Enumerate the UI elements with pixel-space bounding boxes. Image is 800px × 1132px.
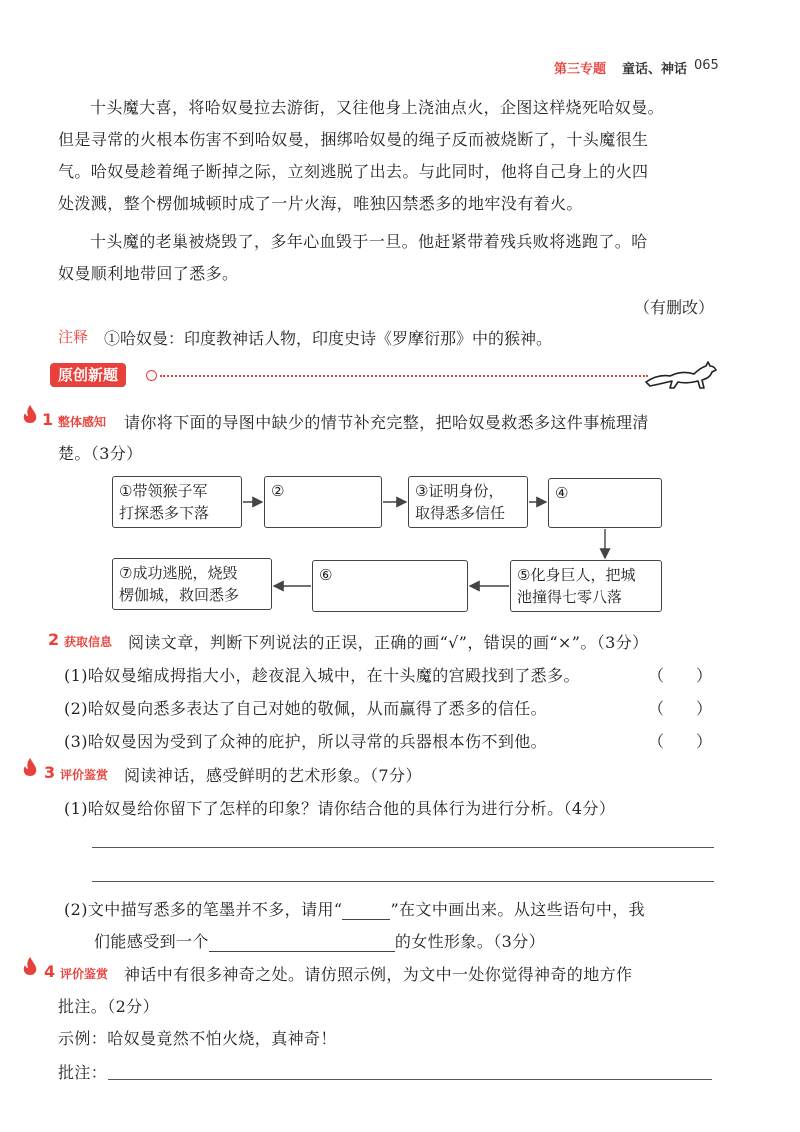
q2-item-2: (2)哈奴曼向悉多表达了自己对她的敬佩，从而赢得了悉多的信任。 (64, 699, 548, 718)
flow-box-1: ①带领猴子军 打探悉多下落 (112, 476, 242, 528)
flame-icon (22, 956, 38, 976)
q1-number: 1 (42, 410, 54, 429)
flow-box-3: ③证明身份， 取得悉多信任 (408, 476, 528, 528)
q3-sub2-text-d: 的女性形象。（3分） (394, 932, 545, 951)
q1-stem-line2: 楚。（3分） (58, 444, 143, 463)
section-banner: 原创新题 (50, 363, 126, 387)
q3-answer-line-1[interactable] (92, 847, 714, 848)
story-line: 十头魔的老巢被烧毁了，多年心血毁于一旦。他赶紧带着残兵败将逃跑了。哈 (90, 232, 648, 251)
note-text: ①哈奴曼：印度教神话人物，印度史诗《罗摩衍那》中的猴神。 (104, 329, 553, 348)
header-topic: 第三专题 (554, 62, 607, 77)
q3-fill-blank[interactable] (209, 935, 395, 952)
q4-number: 4 (44, 962, 56, 981)
q2-answer-3[interactable]: （ ） (648, 732, 713, 751)
q3-sub2-text-c: 们能感受到一个 (94, 932, 209, 951)
q4-stem-line1: 神话中有很多神奇之处。请仿照示例，为文中一处你觉得神奇的地方作 (124, 965, 633, 984)
flow-box-5: ⑤化身巨人，把城 池撞得七零八落 (510, 560, 662, 612)
q3-sub2-text-a: (2)文中描写悉多的笔墨并不多，请用“ (64, 900, 343, 919)
flow-box-7: ⑦成功逃脱，烧毁 楞伽城，救回悉多 (112, 558, 272, 610)
story-line: 处泼溅，整个楞伽城顿时成了一片火海，唯独囚禁悉多的地牢没有着火。 (58, 194, 583, 213)
q2-answer-1[interactable]: （ ） (648, 666, 713, 685)
q2-item-3: (3)哈奴曼因为受到了众神的庇护，所以寻常的兵器根本伤不到他。 (64, 732, 548, 751)
q3-tag: 评价鉴赏 (60, 768, 109, 782)
story-line: 气。哈奴曼趁着绳子断掉之际，立刻逃脱了出去。与此同时，他将自己身上的火四 (58, 162, 649, 181)
story-line: 十头魔大喜，将哈奴曼拉去游街，又往他身上浇油点火，企图这样烧死哈奴曼。 (90, 98, 665, 117)
flame-icon (22, 757, 38, 777)
source-note: （有删改） (634, 298, 715, 317)
flow-box-2[interactable]: ② (264, 476, 382, 528)
q2-item-1: (1)哈奴曼缩成拇指大小，趁夜混入城中，在十头魔的宫殿找到了悉多。 (64, 666, 580, 685)
q3-stem: 阅读神话，感受鲜明的艺术形象。（7分） (124, 766, 422, 785)
flow-box-6[interactable]: ⑥ (312, 560, 468, 612)
q4-tag: 评价鉴赏 (60, 967, 109, 981)
q2-number: 2 (48, 630, 60, 649)
page-number: 065 (694, 58, 719, 73)
q2-stem: 阅读文章，判断下列说法的正误，正确的画“√”，错误的画“×”。（3分） (128, 633, 649, 652)
q4-stem-line2: 批注。（2分） (58, 997, 159, 1016)
flow-box-4[interactable]: ④ (548, 478, 662, 528)
q3-underline-sample (342, 905, 390, 920)
q4-annotation-line[interactable] (108, 1079, 712, 1080)
story-line: 奴曼顺利地带回了悉多。 (58, 264, 239, 283)
q3-sub1: (1)哈奴曼给你留下了怎样的印象？请你结合他的具体行为进行分析。（4分） (64, 799, 616, 818)
q2-tag: 获取信息 (64, 635, 113, 649)
story-line: 但是寻常的火根本伤害不到哈奴曼，捆绑哈奴曼的绳子反而被烧断了，十头魔很生 (58, 130, 649, 149)
q3-sub2-line2 (94, 929, 545, 952)
note-label: 注释 (58, 328, 89, 346)
q3-answer-line-2[interactable] (92, 881, 714, 882)
header-title: 童话、神话 (622, 62, 688, 77)
q3-sub2-text-b: ”在文中画出来。从这些语句中，我 (390, 900, 646, 919)
q1-tag: 整体感知 (58, 415, 107, 429)
q4-annotation-label: 批注： (58, 1063, 108, 1082)
q2-answer-2[interactable]: （ ） (648, 699, 713, 718)
q3-sub2-line1 (64, 897, 645, 920)
q1-stem-line1: 请你将下面的导图中缺少的情节补充完整，把哈奴曼救悉多这件事梳理清 (124, 413, 649, 432)
q4-example: 示例：哈奴曼竟然不怕火烧，真神奇！ (58, 1029, 337, 1048)
q3-number: 3 (44, 763, 56, 782)
